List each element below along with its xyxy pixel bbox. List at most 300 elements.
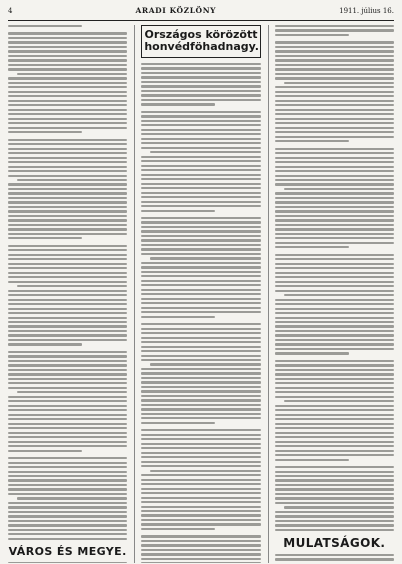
text-line-placeholder [8,166,127,168]
text-line-placeholder [141,456,260,458]
text-line-placeholder [275,183,394,185]
text-line-placeholder [8,254,127,256]
text-line-placeholder [141,438,260,440]
text-line-placeholder [141,377,260,379]
text-line-placeholder [8,466,127,468]
text-line-placeholder [275,122,394,124]
text-line-placeholder [8,197,127,199]
text-line-placeholder [275,414,394,416]
column-left [8,25,127,563]
text-line-placeholder [275,224,394,226]
text-line-placeholder [8,91,127,93]
text-line-placeholder [8,312,127,314]
text-line-placeholder [8,303,127,305]
text-line-placeholder [150,151,260,153]
text-line-placeholder [141,284,260,286]
text-line-placeholder [141,346,260,348]
text-line-placeholder [141,341,260,343]
text-line-placeholder [275,281,394,283]
text-line-placeholder [141,120,260,122]
text-line-placeholder [141,332,260,334]
text-line-placeholder [275,348,394,350]
text-line-placeholder [141,492,260,494]
text-line-placeholder [141,337,260,339]
text-line-placeholder [8,233,127,235]
text-line-placeholder [275,100,394,102]
text-line-placeholder [141,210,215,212]
text-line-placeholder [284,188,394,190]
text-line-placeholder [8,378,127,380]
text-line-placeholder [275,86,394,88]
text-line-placeholder [141,302,260,304]
text-line-placeholder [275,466,394,468]
text-line-placeholder [275,312,394,314]
masthead-rule [8,20,394,21]
text-line-placeholder [275,558,394,560]
text-line-placeholder [275,104,394,106]
text-line-placeholder [141,549,260,551]
text-line-placeholder [8,95,127,97]
text-line-placeholder [8,515,127,517]
text-line-placeholder [275,68,394,70]
text-line-placeholder [8,131,82,133]
text-line-placeholder [275,91,394,93]
text-line-placeholder [275,148,394,150]
text-line-placeholder [141,429,260,431]
text-line-placeholder [275,515,394,517]
text-line-placeholder [275,254,394,256]
text-line-placeholder [8,475,127,477]
text-line-placeholder [141,138,260,140]
text-line-placeholder [275,179,394,181]
text-line-placeholder [141,226,260,228]
text-line-placeholder [284,294,394,296]
text-line-placeholder [275,29,394,31]
text-line-placeholder [8,249,127,251]
page-number: 4 [8,7,13,15]
text-line-placeholder [8,50,127,52]
text-line-placeholder [275,201,394,203]
text-line-placeholder [275,215,394,217]
text-line-placeholder [141,390,260,392]
text-line-placeholder [8,77,127,79]
text-line-placeholder [141,350,260,352]
text-line-placeholder [141,474,260,476]
text-line-placeholder [8,360,127,362]
text-line-placeholder [8,143,127,145]
text-line-placeholder [141,553,260,555]
text-line-placeholder [8,152,127,154]
text-line-placeholder [8,219,127,221]
text-line-placeholder [275,46,394,48]
text-line-placeholder [141,501,260,503]
text-line-placeholder [275,41,394,43]
text-line-placeholder [8,37,127,39]
text-line-placeholder [8,276,127,278]
text-line-placeholder [150,363,260,365]
body-text-block [275,25,394,531]
text-line-placeholder [141,178,260,180]
text-line-placeholder [141,434,260,436]
text-line-placeholder [8,161,127,163]
text-line-placeholder [8,334,127,336]
text-line-placeholder [141,133,260,135]
text-line-placeholder [8,533,127,535]
text-line-placeholder [8,258,127,260]
text-line-placeholder [275,497,394,499]
text-line-placeholder [141,196,260,198]
text-line-placeholder [141,381,260,383]
text-line-placeholder [275,502,394,504]
text-line-placeholder [275,161,394,163]
text-line-placeholder [8,299,127,301]
text-line-placeholder [141,165,260,167]
body-text-block [275,554,394,563]
text-line-placeholder [141,298,260,300]
text-line-placeholder [141,368,260,370]
text-line-placeholder [8,511,127,513]
text-line-placeholder [141,244,260,246]
text-line-placeholder [8,82,127,84]
text-line-placeholder [275,157,394,159]
text-line-placeholder [8,308,127,310]
text-line-placeholder [8,245,127,247]
text-line-placeholder [141,169,260,171]
text-line-placeholder [8,529,127,531]
text-line-placeholder [275,493,394,495]
text-line-placeholder [141,316,215,318]
text-line-placeholder [8,457,127,459]
column-middle [134,25,260,563]
text-line-placeholder [275,441,394,443]
text-line-placeholder [8,387,127,389]
text-line-placeholder [141,67,260,69]
text-line-placeholder [8,436,127,438]
text-line-placeholder [275,206,394,208]
text-line-placeholder [275,299,394,301]
text-line-placeholder [8,502,127,504]
text-line-placeholder [141,408,260,410]
text-line-placeholder [8,325,127,327]
text-line-placeholder [275,520,394,522]
text-line-placeholder [141,417,260,419]
text-line-placeholder [8,148,127,150]
text-line-placeholder [141,221,260,223]
text-line-placeholder [275,109,394,111]
text-line-placeholder [275,228,394,230]
text-line-placeholder [141,129,260,131]
text-line-placeholder [275,152,394,154]
text-line-placeholder [8,281,127,283]
text-line-placeholder [141,447,260,449]
text-line-placeholder [275,378,394,380]
text-line-placeholder [275,242,394,244]
text-line-placeholder [8,188,127,190]
text-line-placeholder [141,156,260,158]
text-line-placeholder [8,364,127,366]
text-line-placeholder [8,32,127,34]
text-line-placeholder [8,157,127,159]
text-line-placeholder [275,373,394,375]
text-line-placeholder [275,524,394,526]
text-line-placeholder [8,175,127,177]
text-line-placeholder [275,59,394,61]
text-line-placeholder [8,524,127,526]
text-line-placeholder [8,224,127,226]
text-line-placeholder [8,139,127,141]
text-line-placeholder [275,360,394,362]
text-line-placeholder [275,113,394,115]
text-line-placeholder [275,303,394,305]
text-line-placeholder [141,311,260,313]
text-line-placeholder [8,471,127,473]
text-line-placeholder [141,289,260,291]
text-line-placeholder [275,175,394,177]
text-line-placeholder [275,170,394,172]
text-line-placeholder [141,422,215,424]
text-line-placeholder [275,343,394,345]
text-line-placeholder [141,275,260,277]
text-line-placeholder [284,400,394,402]
text-line-placeholder [275,64,394,66]
text-line-placeholder [8,228,127,230]
body-text-block [8,25,127,540]
text-line-placeholder [141,183,260,185]
text-line-placeholder [141,147,260,149]
masthead [8,6,394,18]
text-line-placeholder [275,34,349,36]
text-line-placeholder [275,308,394,310]
text-line-placeholder [141,479,260,481]
text-line-placeholder [141,488,260,490]
text-line-placeholder [275,219,394,221]
text-line-placeholder [141,111,260,113]
text-line-placeholder [275,276,394,278]
text-line-placeholder [8,201,127,203]
text-line-placeholder [141,519,260,521]
text-line-placeholder [275,471,394,473]
text-line-placeholder [275,369,394,371]
text-line-placeholder [275,339,394,341]
text-line-placeholder [275,529,394,531]
city-county-heading: VÁROS ÉS MEGYE. [8,544,127,558]
text-line-placeholder [8,127,127,129]
text-line-placeholder [141,262,260,264]
text-line-placeholder [275,50,394,52]
text-line-placeholder [8,46,127,48]
text-line-placeholder [8,294,127,296]
text-line-placeholder [8,538,127,540]
text-line-placeholder [141,124,260,126]
text-line-placeholder [275,488,394,490]
text-line-placeholder [8,215,127,217]
text-line-placeholder [275,445,394,447]
text-line-placeholder [8,86,127,88]
text-line-placeholder [8,382,127,384]
text-line-placeholder [8,210,127,212]
text-line-placeholder [141,328,260,330]
text-line-placeholder [275,364,394,366]
text-line-placeholder [275,432,394,434]
text-line-placeholder [141,465,260,467]
text-line-placeholder [275,272,394,274]
text-line-placeholder [141,63,260,65]
text-line-placeholder [8,445,127,447]
text-line-placeholder [275,317,394,319]
issue-date: 1911. július 16. [339,7,394,15]
text-line-placeholder [141,72,260,74]
text-line-placeholder [141,253,260,255]
text-line-placeholder [8,373,127,375]
text-line-placeholder [8,237,82,239]
text-line-placeholder [275,263,394,265]
text-line-placeholder [275,330,394,332]
text-line-placeholder [141,535,260,537]
text-line-placeholder [141,293,260,295]
text-line-placeholder [275,325,394,327]
text-line-placeholder [8,493,127,495]
text-line-placeholder [141,187,260,189]
text-line-placeholder [275,267,394,269]
text-line-placeholder [141,160,260,162]
text-line-placeholder [275,436,394,438]
text-line-placeholder [141,523,260,525]
text-line-placeholder [141,115,260,117]
text-line-placeholder [8,122,127,124]
text-line-placeholder [8,104,127,106]
text-line-placeholder [8,118,127,120]
text-line-placeholder [275,166,394,168]
text-line-placeholder [141,94,260,96]
text-line-placeholder [275,197,394,199]
text-line-placeholder [141,271,260,273]
text-line-placeholder [8,109,127,111]
text-line-placeholder [141,103,215,105]
text-line-placeholder [275,409,394,411]
text-line-placeholder [275,140,349,142]
text-line-placeholder [8,441,127,443]
text-line-placeholder [141,558,260,560]
text-line-placeholder [8,263,127,265]
text-line-placeholder [8,272,127,274]
text-line-placeholder [8,488,127,490]
text-line-placeholder [141,355,260,357]
text-line-placeholder [275,423,394,425]
text-line-placeholder [8,100,127,102]
text-line-placeholder [141,248,260,250]
text-line-placeholder [141,372,260,374]
text-line-placeholder [141,452,260,454]
text-line-placeholder [275,405,394,407]
text-line-placeholder [141,413,260,415]
text-line-placeholder [141,443,260,445]
text-line-placeholder [141,76,260,78]
text-line-placeholder [141,510,260,512]
text-line-placeholder [275,290,394,292]
text-line-placeholder [275,554,394,556]
text-line-placeholder [8,317,127,319]
text-line-placeholder [8,351,127,353]
text-line-placeholder [141,386,260,388]
text-line-placeholder [275,73,394,75]
text-line-placeholder [141,142,260,144]
text-line-placeholder [275,459,349,461]
text-line-placeholder [8,396,127,398]
text-line-placeholder [275,382,394,384]
text-line-placeholder [141,461,260,463]
text-line-placeholder [17,179,127,181]
text-line-placeholder [141,483,260,485]
text-line-placeholder [141,540,260,542]
wanted-officer-heading-text: Országos körözött honvédföhadnagy. [144,28,259,53]
text-line-placeholder [8,427,127,429]
text-columns [8,25,394,563]
text-line-placeholder [141,217,260,219]
text-line-placeholder [8,479,127,481]
text-line-placeholder [275,391,394,393]
text-line-placeholder [8,414,127,416]
text-line-placeholder [275,25,394,27]
text-line-placeholder [275,285,394,287]
text-line-placeholder [275,352,349,354]
text-line-placeholder [8,369,127,371]
text-line-placeholder [8,25,82,27]
text-line-placeholder [8,423,127,425]
text-line-placeholder [141,235,260,237]
text-line-placeholder [275,387,394,389]
text-line-placeholder [141,99,260,101]
text-line-placeholder [275,192,394,194]
text-line-placeholder [141,201,260,203]
text-line-placeholder [8,355,127,357]
text-line-placeholder [141,544,260,546]
text-line-placeholder [141,85,260,87]
text-line-placeholder [141,205,260,207]
text-line-placeholder [275,131,394,133]
text-line-placeholder [141,528,215,530]
text-line-placeholder [8,206,127,208]
text-line-placeholder [8,409,127,411]
text-line-placeholder [141,514,260,516]
text-line-placeholder [8,400,127,402]
body-text-block [8,562,127,563]
text-line-placeholder [275,450,394,452]
newspaper-title: ARADI KÖZLÖNY [135,6,217,15]
text-line-placeholder [8,450,82,452]
text-line-placeholder [141,230,260,232]
text-line-placeholder [141,404,260,406]
text-line-placeholder [17,497,127,499]
text-line-placeholder [141,506,260,508]
text-line-placeholder [141,395,260,397]
text-line-placeholder [8,506,127,508]
text-line-placeholder [275,321,394,323]
text-line-placeholder [8,183,127,185]
entertainment-heading: MULATSÁGOK. [283,535,386,550]
text-line-placeholder [8,59,127,61]
text-line-placeholder [8,330,127,332]
text-line-placeholder [275,334,394,336]
text-line-placeholder [141,399,260,401]
text-line-placeholder [8,267,127,269]
text-line-placeholder [8,339,127,341]
text-line-placeholder [275,95,394,97]
text-line-placeholder [8,290,127,292]
text-line-placeholder [8,41,127,43]
text-line-placeholder [8,68,127,70]
text-line-placeholder [275,127,394,129]
text-line-placeholder [275,55,394,57]
